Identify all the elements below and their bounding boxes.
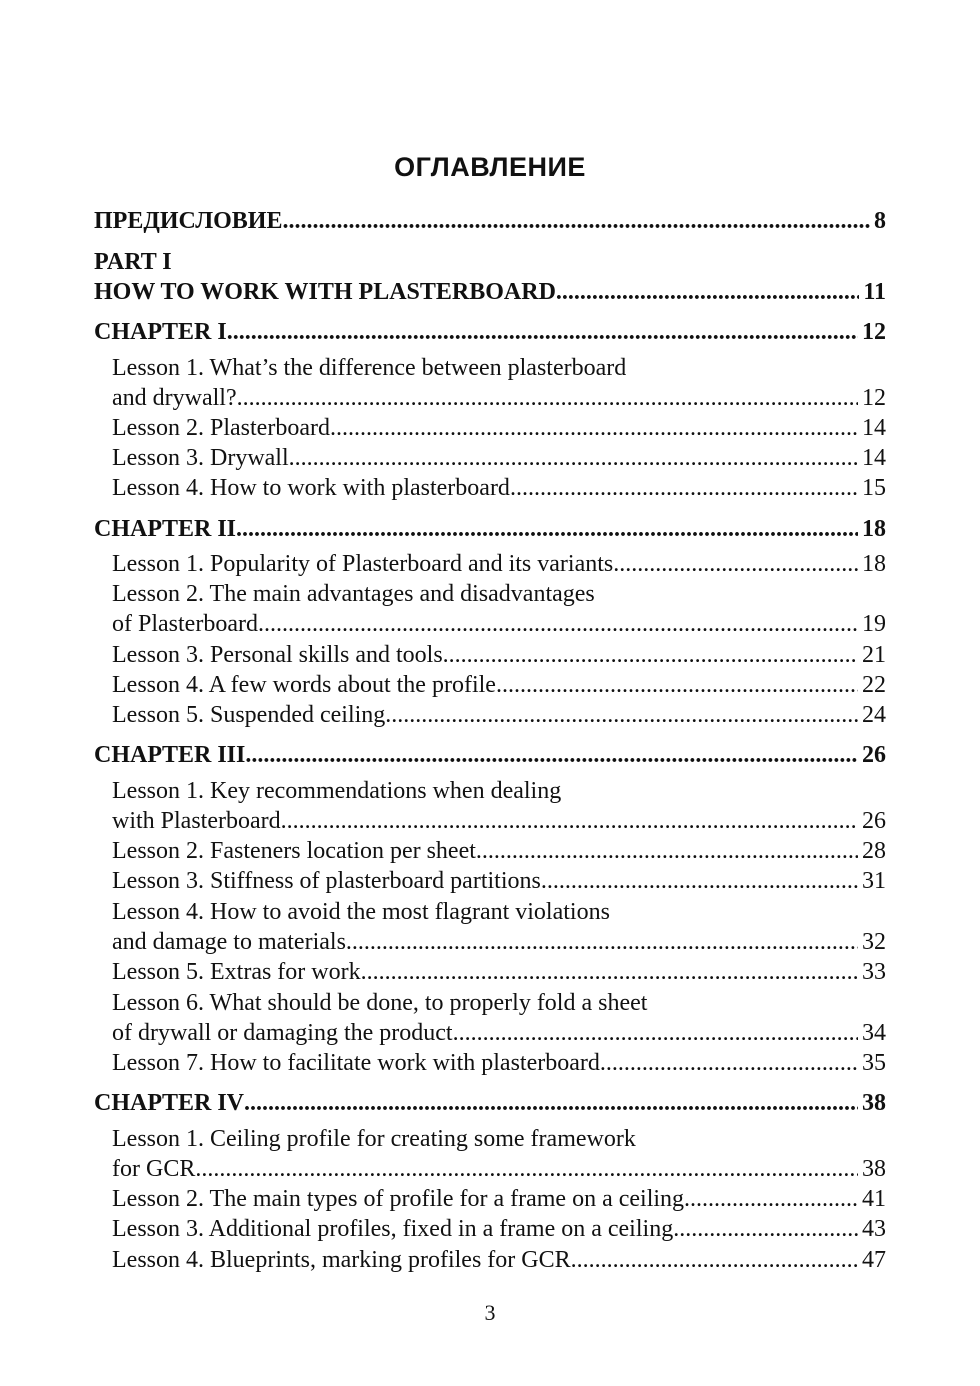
entry-page: 19 bbox=[862, 611, 886, 637]
entry-title: Lesson 7. How to facilitate work with plasterboard bbox=[112, 1050, 600, 1076]
toc-entry-chapter2[interactable] bbox=[94, 514, 886, 544]
entry-title: Lesson 4. A few words about the profile bbox=[112, 672, 496, 698]
toc-entry-lesson[interactable] bbox=[112, 1018, 886, 1048]
toc-lesson-line: Lesson 2. The main advantages and disadvantages bbox=[112, 581, 595, 607]
entry-title: CHAPTER II bbox=[94, 516, 237, 542]
toc-entry-lesson[interactable] bbox=[112, 1048, 886, 1078]
toc-entry-chapter3[interactable] bbox=[94, 740, 886, 770]
leader-dots bbox=[476, 836, 858, 866]
toc-entry-lesson[interactable] bbox=[112, 1245, 886, 1275]
entry-title: CHAPTER IV bbox=[94, 1090, 245, 1116]
entry-title: HOW TO WORK WITH PLASTERBOARD bbox=[94, 279, 556, 305]
leader-dots bbox=[600, 1048, 858, 1078]
entry-page: 38 bbox=[862, 1156, 886, 1182]
entry-page: 34 bbox=[862, 1020, 886, 1046]
leader-dots bbox=[281, 806, 858, 836]
entry-page: 38 bbox=[862, 1090, 886, 1116]
entry-title: Lesson 4. How to work with plasterboard bbox=[112, 475, 510, 501]
entry-page: 35 bbox=[862, 1050, 886, 1076]
toc-entry-lesson[interactable] bbox=[112, 866, 886, 896]
entry-page: 18 bbox=[862, 551, 886, 577]
toc-lesson-line: Lesson 1. What’s the difference between plasterboard bbox=[112, 355, 627, 381]
entry-page: 18 bbox=[862, 516, 886, 542]
entry-title: ПРЕДИСЛОВИЕ bbox=[94, 208, 283, 234]
entry-title: Lesson 2. Fasteners location per sheet bbox=[112, 838, 476, 864]
toc-entry-lesson[interactable] bbox=[112, 640, 886, 670]
entry-page: 47 bbox=[862, 1247, 886, 1273]
leader-dots bbox=[236, 514, 858, 544]
toc-lesson-line: Lesson 6. What should be done, to properly fold a sheet bbox=[112, 990, 648, 1016]
leader-dots bbox=[289, 443, 858, 473]
toc-lesson-line: Lesson 4. How to avoid the most flagrant violations bbox=[112, 899, 610, 925]
toc-entry-lesson[interactable] bbox=[112, 549, 886, 579]
entry-page: 32 bbox=[862, 929, 886, 955]
toc-heading: ОГЛАВЛЕНИЕ bbox=[394, 152, 586, 182]
toc-entry-lesson[interactable] bbox=[112, 609, 886, 639]
entry-page: 26 bbox=[862, 742, 886, 768]
toc-entry-lesson[interactable] bbox=[112, 443, 886, 473]
leader-dots bbox=[684, 1184, 858, 1214]
leader-dots bbox=[227, 317, 858, 347]
leader-dots bbox=[258, 609, 858, 639]
toc-entry-lesson[interactable] bbox=[112, 473, 886, 503]
toc-entry-chapter4[interactable] bbox=[94, 1088, 886, 1118]
entry-title: CHAPTER I bbox=[94, 319, 227, 345]
entry-page: 21 bbox=[862, 642, 886, 668]
entry-page: 15 bbox=[862, 475, 886, 501]
toc-part-label: PART I bbox=[94, 249, 172, 275]
entry-page: 12 bbox=[862, 385, 886, 411]
toc-entry-preface[interactable] bbox=[94, 206, 886, 236]
leader-dots bbox=[237, 383, 858, 413]
entry-title: with Plasterboard bbox=[112, 808, 281, 834]
toc-entry-lesson[interactable] bbox=[112, 1154, 886, 1184]
leader-dots bbox=[510, 473, 858, 503]
toc-entry-lesson[interactable] bbox=[112, 413, 886, 443]
entry-page: 24 bbox=[862, 702, 886, 728]
toc-entry-lesson[interactable] bbox=[112, 1184, 886, 1214]
entry-title: Lesson 2. The main types of profile for a frame on a ceiling bbox=[112, 1186, 685, 1212]
leader-dots bbox=[541, 866, 858, 896]
entry-page: 11 bbox=[863, 279, 886, 305]
toc-lesson-line: Lesson 1. Ceiling profile for creating some framework bbox=[112, 1126, 636, 1152]
entry-title: of Plasterboard bbox=[112, 611, 258, 637]
entry-title: and drywall? bbox=[112, 385, 237, 411]
leader-dots bbox=[195, 1154, 858, 1184]
entry-page: 14 bbox=[862, 445, 886, 471]
toc-entry-lesson[interactable] bbox=[112, 700, 886, 730]
leader-dots bbox=[453, 1018, 858, 1048]
entry-title: Lesson 3. Additional profiles, fixed in a frame on a ceiling bbox=[112, 1216, 674, 1242]
entry-title: CHAPTER III bbox=[94, 742, 246, 768]
toc-entry-lesson[interactable] bbox=[112, 927, 886, 957]
leader-dots bbox=[673, 1214, 858, 1244]
toc-entry-lesson[interactable] bbox=[112, 670, 886, 700]
entry-page: 33 bbox=[862, 959, 886, 985]
leader-dots bbox=[330, 413, 858, 443]
toc-entry-lesson[interactable] bbox=[112, 957, 886, 987]
entry-title: Lesson 3. Personal skills and tools bbox=[112, 642, 443, 668]
toc-entry-chapter1[interactable] bbox=[94, 317, 886, 347]
toc-entry-lesson[interactable] bbox=[112, 1214, 886, 1244]
toc-entry-lesson[interactable] bbox=[112, 806, 886, 836]
leader-dots bbox=[346, 927, 858, 957]
entry-page: 26 bbox=[862, 808, 886, 834]
leader-dots bbox=[385, 700, 858, 730]
entry-page: 31 bbox=[862, 868, 886, 894]
page-number: 3 bbox=[484, 1300, 496, 1325]
entry-title: Lesson 4. Blueprints, marking profiles for GCR bbox=[112, 1247, 571, 1273]
entry-title: Lesson 5. Suspended ceiling bbox=[112, 702, 386, 728]
entry-title: Lesson 5. Extras for work bbox=[112, 959, 361, 985]
entry-title: Lesson 3. Drywall bbox=[112, 445, 289, 471]
leader-dots bbox=[443, 640, 858, 670]
entry-title: Lesson 1. Popularity of Plasterboard and its variants bbox=[112, 551, 614, 577]
entry-title: Lesson 2. Plasterboard bbox=[112, 415, 330, 441]
leader-dots bbox=[245, 740, 858, 770]
entry-page: 41 bbox=[862, 1186, 886, 1212]
toc-lesson-line: Lesson 1. Key recommendations when dealing bbox=[112, 778, 562, 804]
entry-title: Lesson 3. Stiffness of plasterboard partitions bbox=[112, 868, 541, 894]
leader-dots bbox=[556, 277, 859, 307]
toc-entry-lesson[interactable] bbox=[112, 836, 886, 866]
leader-dots bbox=[613, 549, 858, 579]
entry-page: 22 bbox=[862, 672, 886, 698]
entry-title: of drywall or damaging the product bbox=[112, 1020, 453, 1046]
entry-page: 28 bbox=[862, 838, 886, 864]
entry-page: 43 bbox=[862, 1216, 886, 1242]
leader-dots bbox=[244, 1088, 858, 1118]
entry-page: 14 bbox=[862, 415, 886, 441]
entry-title: and damage to materials bbox=[112, 929, 346, 955]
entry-page: 12 bbox=[862, 319, 886, 345]
leader-dots bbox=[361, 957, 858, 987]
leader-dots bbox=[282, 206, 870, 236]
leader-dots bbox=[571, 1245, 858, 1275]
entry-page: 8 bbox=[874, 208, 886, 234]
entry-title: for GCR bbox=[112, 1156, 196, 1182]
toc-entry-lesson[interactable] bbox=[112, 383, 886, 413]
toc-entry-part1[interactable] bbox=[94, 277, 886, 307]
leader-dots bbox=[496, 670, 858, 700]
